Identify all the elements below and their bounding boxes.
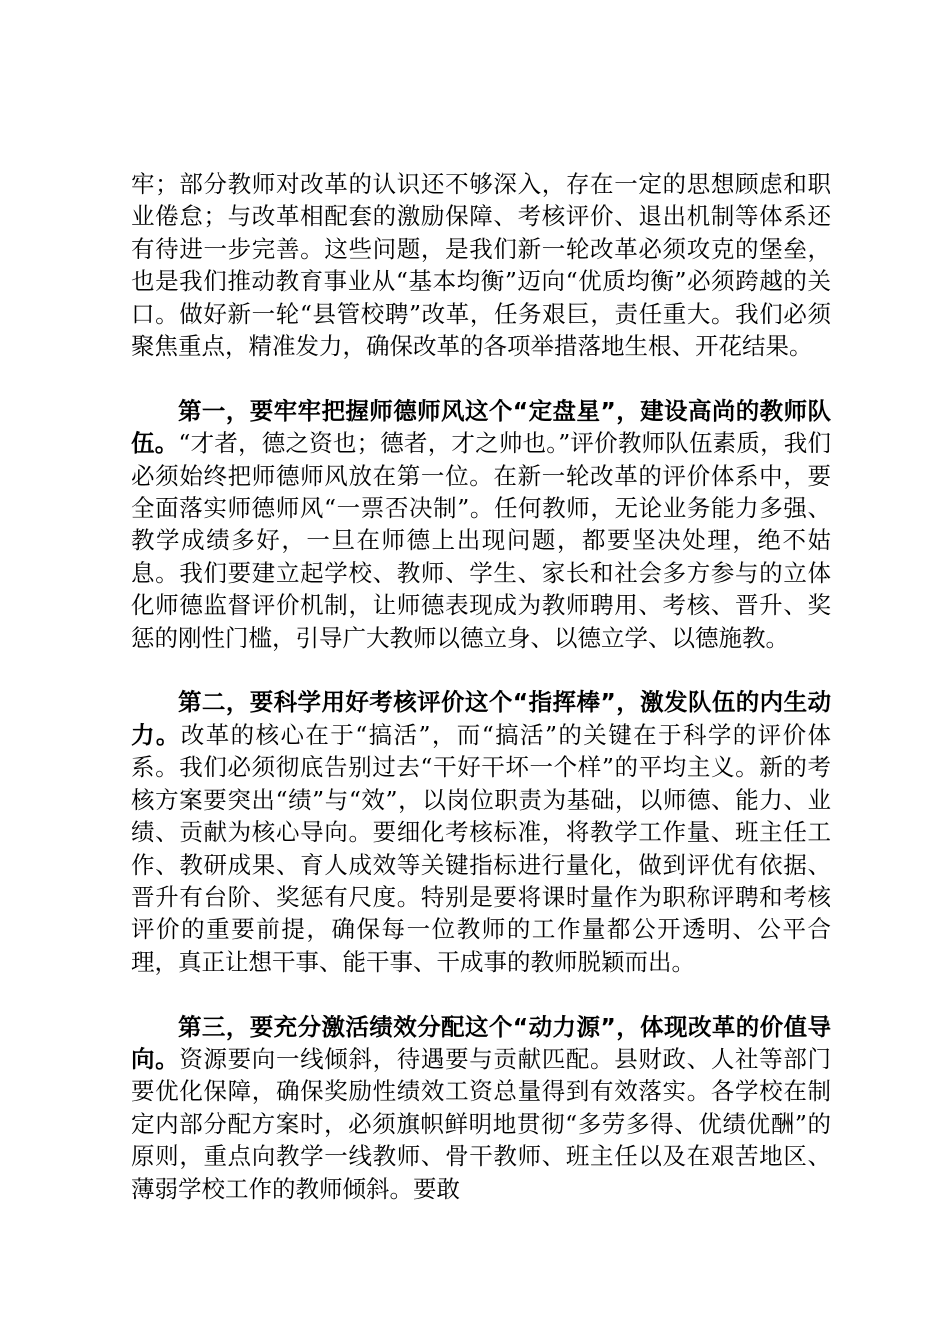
paragraph-point-one	[131, 395, 831, 654]
paragraph-point-one-heading: 第一，要牢牢把握师德师风这个“定盘星”，建设高尚的教师队伍。	[131, 396, 831, 458]
paragraph-point-one-text: “才者，德之资也；德者，才之帅也。”评价教师队伍素质，我们必须始终把师德师风放在第一位。在新一轮改革的评价体系中，要全面落实师德师风“一票否决制”。任何教师，无论业务能力多强、教学成绩多好，一旦在师德上出现问题，都要坚决处理，绝不姑息。我们要建立起学校、教师、学生、家长和社会多方参与的立体化师德监督评价机制，让师德表现成为教师聘用、考核、晋升、奖惩的刚性门槛，引导广大教师以德立身、以德立学、以德施教。	[131, 429, 832, 652]
document-page	[131, 168, 831, 1237]
paragraph-point-three-text: 资源要向一线倾斜，待遇要与贡献匹配。县财政、人社等部门要优化保障，确保奖励性绩效工资总量得到有效落实。各学校在制定内部分配方案时，必须旗帜鲜明地贯彻“多劳多得、优绩优酬”的原则，重点向教学一线教师、骨干教师、班主任以及在艰苦地区、薄弱学校工作的教师倾斜。要敢	[131, 1044, 832, 1203]
paragraph-point-three	[131, 1011, 831, 1205]
paragraph-intro-text: 牢；部分教师对改革的认识还不够深入，存在一定的思想顾虑和职业倦怠；与改革相配套的激励保障、考核评价、退出机制等体系还有待进一步完善。这些问题，是我们新一轮改革必须攻克的堡垒，也是我们推动教育事业从“基本均衡”迈向“优质均衡”必须跨越的关口。做好新一轮“县管校聘”改革，任务艰巨，责任重大。我们必须聚焦重点，精准发力，确保改革的各项举措落地生根、开花结果。	[131, 170, 831, 361]
paragraph-point-two-text: 改革的核心在于“搞活”，而“搞活”的关键在于科学的评价体系。我们必须彻底告别过去“干好干坏一个样”的平均主义。新的考核方案要突出“绩”与“效”，以岗位职责为基础，以师德、能力、业绩、贡献为核心导向。要细化考核标准，将教学工作量、班主任工作、教研成果、育人成效等关键指标进行量化，做到评优有依据、晋升有台阶、奖惩有尺度。特别是要将课时量作为职称评聘和考核评价的重要前提，确保每一位教师的工作量都公开透明、公平合理，真正让想干事、能干事、干成事的教师脱颖而出。	[131, 720, 831, 976]
paragraph-point-three-heading: 第三，要充分激活绩效分配这个“动力源”，体现改革的价值导向。	[131, 1012, 831, 1073]
paragraph-intro	[131, 168, 831, 362]
paragraph-point-two-heading: 第二，要科学用好考核评价这个“指挥棒”，激发队伍的内生动力。	[131, 688, 831, 749]
paragraph-point-two	[131, 686, 831, 978]
